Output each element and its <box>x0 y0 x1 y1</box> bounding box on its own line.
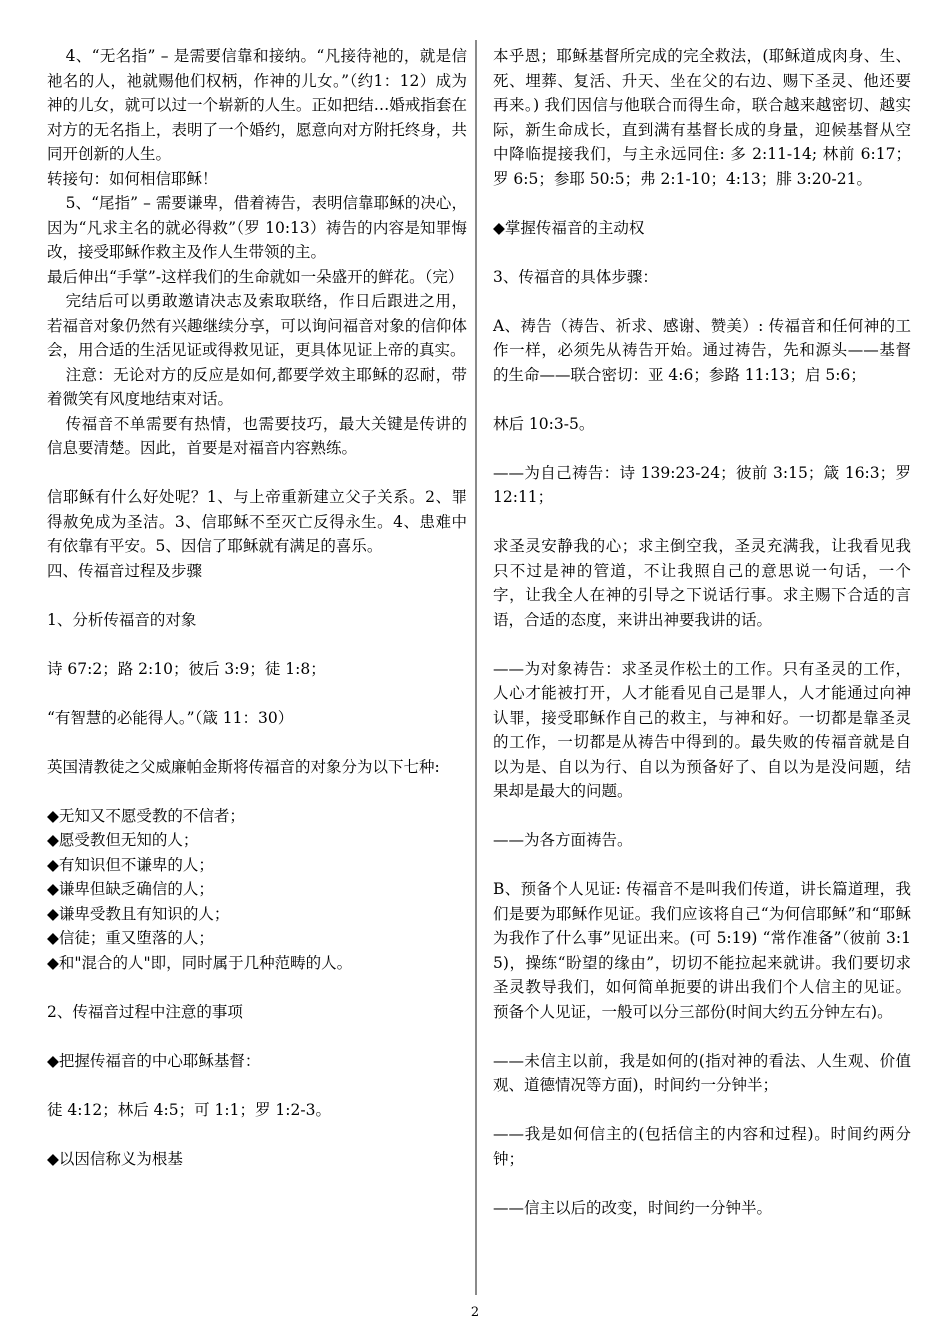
subheading-analyze-audience: 1、分析传福音的对象 <box>47 610 197 629</box>
scripture-references-2: 徒 4:12；林后 4:5；可 1:1；罗 1:2-3。 <box>47 1100 331 1119</box>
list-item: ◆有知识但不谦卑的人； <box>47 855 214 874</box>
bullet-center-christ: ◆把握传福音的中心耶稣基督： <box>47 1051 261 1070</box>
paragraph-benefits: 信耶稣有什么好处呢？1、与上帝重新建立父子关系。2、罪得赦免成为圣洁。3、信耶稣不至灭亡反得永生。4、患难中有依靠有平安。5、因信了耶稣就有满足的喜乐。 <box>47 488 467 555</box>
paragraph-invitation: 完结后可以勇敢邀请决志及索取联络，作日后跟进之用，若福音对象仍然有兴趣继续分享，可以询问福音对象的信仰体会，用合适的生活见证或得救见证，更具体见证上帝的真实。 <box>47 292 467 359</box>
list-item: ◆谦卑受教且有知识的人； <box>47 904 230 923</box>
proverb-quote: “有智慧的必能得人。”（箴 11：30） <box>47 708 294 727</box>
paragraph-spirit: 求圣灵安静我的心；求主倒空我，圣灵充满我，让我看见我只不过是神的管道，不让我照自己的意思说一句话，一个字，让我全人在神的引导之下说话行事。求主赐下合适的言语，合适的态度，来讲出神要我讲的话。 <box>493 537 911 629</box>
paragraph-pray-all: ——为各方面祷告。 <box>493 831 633 849</box>
bullet-justification: ◆以因信称义为根基 <box>47 1149 183 1168</box>
transition-sentence: 转接句：如何相信耶稣！ <box>47 169 218 188</box>
bullet-initiative: ◆掌握传福音的主动权 <box>493 218 645 237</box>
paragraph-testimony: B、预备个人见证: 传福音不是叫我们传道，讲长篇道理，我们是要为耶稣作见证。我们应该将自己“为何信耶稣”和“耶稣为我作了什么事”见证出来。(可 5:19) “常作准备”（彼前 3:15)，操练“盼望的缘由”，切切不能拉起来就讲。我们要切求圣灵教导我们，如何简单扼要的讲出我们个人信主的见证。预备个人见证，一般可以分三部份(时间大约五分钟左右)。 <box>493 880 911 1021</box>
list-item: ◆信徒；重又堕落的人； <box>47 929 214 947</box>
paragraph-prayer: A、祷告（祷告、祈求、感谢、赞美）: 传福音和任何神的工作一样，必须先从祷告开始。通过祷告，先和源头——基督的生命——联合密切：亚 4:6；参路 11:13；启 5:6； <box>493 316 911 384</box>
subheading-notes: 2、传福音过程中注意的事项 <box>47 1002 243 1021</box>
list-item: ◆谦卑但缺乏确信的人； <box>47 880 214 898</box>
paragraph-skills: 传福音不单需要有热情，也需要技巧，最大关键是传讲的信息要清楚。因此，首要是对福音内容熟练。 <box>47 414 467 457</box>
left-column <box>47 44 467 1171</box>
paragraph-note: 注意：无论对方的反应是如何,都要学效主耶稣的忍耐，带着微笑有风度地结束对话。 <box>47 365 467 408</box>
list-item: ◆无知又不愿受教的不信者； <box>47 806 245 825</box>
scripture-reference-cor: 林后 10:3-5。 <box>493 414 595 433</box>
paragraph-perkins: 英国清教徒之父威廉帕金斯将传福音的对象分为以下七种: <box>47 757 440 776</box>
paragraph-before-faith: ——未信主以前，我是如何的(指对神的看法、人生观、价值观、道德情况等方面)，时间约一分钟半； <box>493 1051 911 1094</box>
scripture-references: 诗 67:2；路 2:10；彼后 3:9；徒 1:8； <box>47 659 326 678</box>
paragraph-how-believed: ——我是如何信主的(包括信主的内容和过程)。时间约两分钟； <box>493 1125 911 1168</box>
paragraph-after-faith: ——信主以后的改变，时间约一分钟半。 <box>493 1198 773 1217</box>
subheading-steps: 3、传福音的具体步骤： <box>493 267 658 286</box>
right-column <box>493 44 911 1220</box>
paragraph-palm: 最后伸出“手掌”-这样我们的生命就如一朵盛开的鲜花。（完） <box>47 267 464 286</box>
list-item: ◆和"混合的人"即，同时属于几种范畴的人。 <box>47 953 353 972</box>
section-heading-4: 四、传福音过程及步骤 <box>47 561 203 580</box>
paragraph-ring-finger: 4、“无名指” – 是需要信靠和接纳。“凡接待祂的，就是信祂名的人，祂就赐他们权柄，作神的儿女。”（约1：12）成为神的儿女，就可以过一个崭新的人生。正如把结…婚戒指套在对方的无名指上，表明了一个婚约，愿意向对方附托终身，共同开创新的人生。 <box>47 47 467 163</box>
paragraph-grace: 本乎恩；耶稣基督所完成的完全救法，(耶稣道成肉身、生、死、埋葬、复活、升天、坐在父的右边、赐下圣灵、他还要再来。) 我们因信与他联合而得生命，联合越来越密切、越实际，新生命成长，直到满有基督长成的身量，迎候基督从空中降临提接我们，与主永远同住: 多 2:11-14; 林前 6:17；罗 6:5；参耶 50:5；弗 2:1-10；4:13；腓 3:20-21。 <box>493 47 911 188</box>
paragraph-pray-self: ——为自己祷告：诗 139:23-24；彼前 3:15；箴 16:3；罗 12:11； <box>493 463 911 506</box>
list-item: ◆愿受教但无知的人； <box>47 831 199 849</box>
paragraph-little-finger: 5、“尾指” – 需要谦卑，借着祷告，表明信靠耶稣的决心，因为“凡求主名的就必得救”（罗 10:13）祷告的内容是知罪悔改，接受耶稣作救主及作人生带领的主。 <box>47 194 467 261</box>
page-number: 2 <box>470 1305 480 1320</box>
paragraph-pray-others: ——为对象祷告：求圣灵作松土的工作。只有圣灵的工作，人心才能被打开，人才能看见自己是罪人，人才能通过向神认罪，接受耶稣作自己的救主，与神和好。一切都是靠圣灵的工作，一切都是从祷告中得到的。最失败的传福音就是自以为是、自以为行、自以为预备好了、自以为是没问题，结果却是最大的问题。 <box>493 659 911 800</box>
column-divider <box>475 40 477 1295</box>
